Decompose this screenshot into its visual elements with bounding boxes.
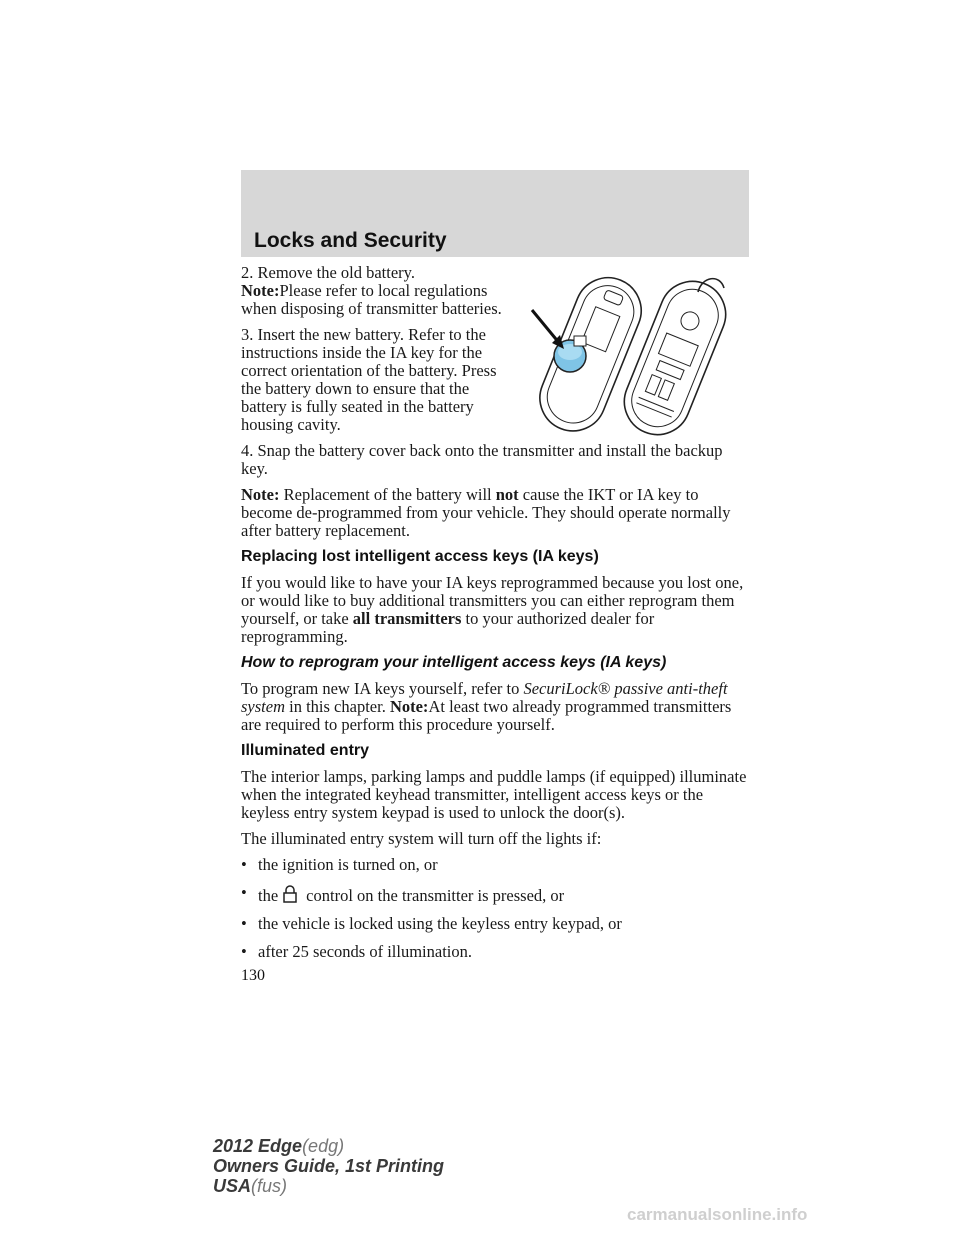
footer-line-1 [213, 1136, 444, 1156]
illuminated-paragraph-2: The illuminated entry system will turn off the lights if: [241, 829, 602, 848]
step-3: 3. Insert the new battery. Refer to the instructions inside the IA key for the correct orientation of the battery. Press the battery down to ensure that the battery is fully seated in the battery housing cavity. [241, 325, 497, 434]
step-2: 2. Remove the old battery. [241, 263, 415, 282]
note-label: Note: [389, 697, 429, 716]
reprogram-text-mid: in this chapter. [289, 697, 386, 716]
lock-icon [282, 884, 298, 904]
note-text-pre: Replacement of the battery will [283, 485, 492, 504]
list-item [241, 915, 753, 933]
section-title: Locks and Security [254, 229, 447, 252]
heading-how-to-reprogram: How to reprogram your intelligent access keys (IA keys) [241, 654, 667, 671]
replacing-text-bold: all transmitters [352, 609, 462, 628]
turn-off-conditions-list [241, 856, 753, 961]
illuminated-paragraph-1: The interior lamps, parking lamps and puddle lamps (if equipped) illuminate when the integrated keyhead transmitter, intelligent access keys or the keyless entry system keypad is used to unlock the door(s). [241, 767, 747, 822]
note-label: Note: [241, 281, 280, 300]
heading-illuminated-entry: Illuminated entry [241, 742, 370, 759]
main-content [241, 264, 753, 971]
list-item-text: the [258, 886, 279, 905]
note-text-bold: not [495, 485, 519, 504]
footer-line-2: Owners Guide, 1st Printing [213, 1156, 445, 1176]
list-item [241, 943, 753, 961]
footer-model-code: (edg) [302, 1136, 345, 1156]
note-text: At least two already programmed transmitters are required to perform this procedure yourself. [241, 697, 732, 734]
replacing-text-post: to your authorized dealer for reprogramming. [241, 609, 655, 646]
replacing-text-pre: If you would like to have your IA keys reprogrammed because you lost one, or would like to buy additional transmitters you can either reprogram them yourself, or take [241, 573, 744, 628]
footer-model: 2012 Edge [213, 1136, 303, 1156]
list-item-text: control on the transmitter is pressed, or [306, 886, 565, 905]
list-item [241, 856, 753, 874]
note-reprogram [241, 486, 753, 540]
page-number: 130 [241, 967, 265, 984]
list-item-text: after 25 seconds of illumination. [258, 942, 472, 961]
reprogram-paragraph [241, 680, 753, 734]
list-item [241, 884, 753, 905]
list-item-text: the vehicle is locked using the keyless entry keypad, or [258, 914, 622, 933]
bullet-icon: • [241, 883, 247, 902]
step-4: 4. Snap the battery cover back onto the transmitter and install the backup key. [241, 441, 723, 478]
heading-replacing-lost-keys: Replacing lost intelligent access keys (IA keys) [241, 548, 599, 565]
bullet-icon: • [241, 914, 247, 933]
watermark-text: carmanualsonline.info [627, 1205, 808, 1224]
securilock-reference: SecuriLock® passive anti-theft system [241, 679, 728, 716]
note-label: Note: [241, 485, 280, 504]
note-text: Please refer to local regulations when disposing of transmitter batteries. [241, 281, 502, 318]
footer-market: USA [213, 1176, 252, 1196]
bullet-icon: • [241, 855, 247, 874]
note-disposal [241, 282, 503, 318]
note-text-post: cause the IKT or IA key to become de-programmed from your vehicle. They should operate normally after battery replacement. [241, 485, 731, 540]
bullet-icon: • [241, 942, 247, 961]
replacing-paragraph [241, 574, 753, 646]
reprogram-text-pre: To program new IA keys yourself, refer to [241, 679, 520, 698]
section-header-band [241, 170, 749, 257]
list-item-text: the ignition is turned on, or [258, 855, 438, 874]
footer-line-3 [213, 1176, 444, 1196]
footer-market-code: (fus) [251, 1176, 288, 1196]
document-footer [213, 1136, 444, 1196]
